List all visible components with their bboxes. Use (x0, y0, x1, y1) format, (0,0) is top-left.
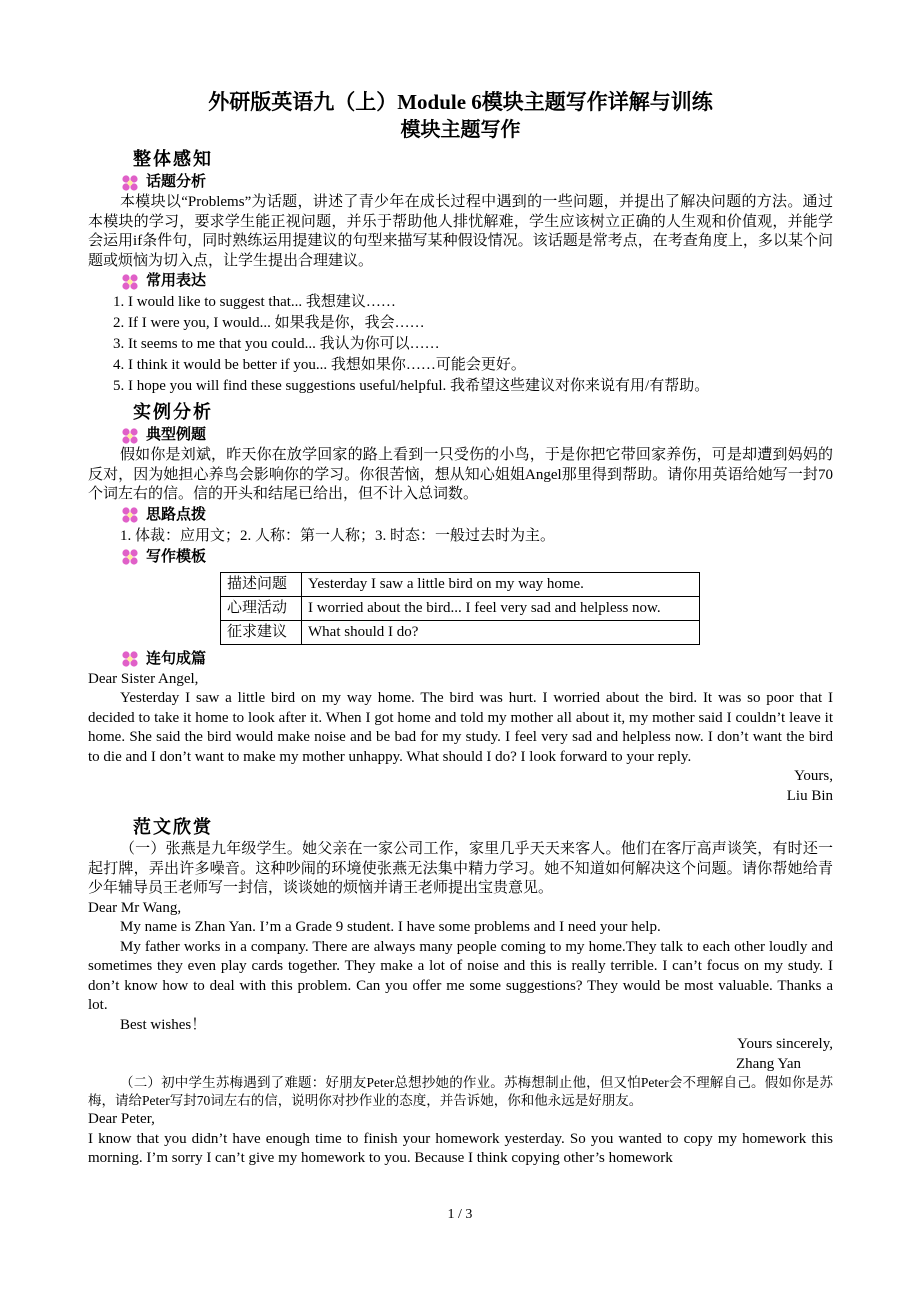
letter-body: Yesterday I saw a little bird on my way home. The bird was hurt. I worried about the bird. It was so poor that I decided to take it home to look after it. When I got home and told my mother all about it, my mother said I couldn’t leave it home. She said the bird would make noise and be bad for my study. I feel very sad and helpless now. I don’t want the bird to die and I don’t want to make my mother unhappy. What should I do? I look forward to your reply. (88, 690, 833, 765)
topic-heading (120, 172, 833, 193)
document-title: 外研版英语九（上）Module 6模块主题写作详解与训练 (208, 90, 713, 114)
letter-signature: Liu Bin (786, 787, 833, 804)
sample1-greeting: Dear Mr Wang, (88, 899, 182, 916)
sample1-paragraph: My name is Zhan Yan. I’m a Grade 9 student. I have some problems and I need your help. (120, 919, 661, 935)
table-value: What should I do? (302, 620, 700, 644)
section-overview-heading: 整体感知 (133, 149, 213, 169)
sample1-prompt: （一）张燕是九年级学生。她父亲在一家公司工作，家里几乎天天来客人。他们在客厅高声谈笑，有时还一起打牌，弄出许多噪音。这种吵闹的环境使张燕无法集中精力学习。她不知道如何解决这个问题。请你帮她给青少年辅导员王老师写一封信，谈谈她的烦恼并请王老师提出宝贵意见。 (88, 841, 833, 896)
flower-icon (120, 174, 140, 192)
table-key: 征求建议 (221, 620, 302, 644)
expression-item: 5. I hope you will find these suggestions useful/helpful. 我希望这些建议对你来说有用/有帮助。 (113, 378, 710, 394)
page-number: 1 / 3 (447, 1207, 473, 1222)
expression-item: 1. I would like to suggest that... 我想建议…… (113, 294, 396, 310)
hints-heading (120, 505, 833, 526)
expressions-heading-label: 常用表达 (146, 273, 207, 289)
sample2-greeting: Dear Peter, (88, 1111, 155, 1127)
composition-heading-label: 连句成篇 (146, 650, 207, 667)
document-page (88, 88, 833, 1169)
topic-heading-label: 话题分析 (146, 174, 207, 190)
letter-greeting: Dear Sister Angel, (88, 670, 199, 687)
expression-item: 3. It seems to me that you could... 我认为你可以…… (113, 336, 440, 352)
flower-icon (120, 650, 140, 668)
document-subtitle: 模块主题写作 (400, 119, 521, 141)
template-heading (120, 547, 833, 568)
hints-text: 1. 体裁：应用文；2. 人称：第一人称；3. 时态：一般过去时为主。 (120, 527, 556, 544)
hints-heading-label: 思路点拨 (146, 506, 207, 523)
template-heading-label: 写作模板 (146, 548, 207, 565)
flower-icon (120, 427, 140, 445)
expressions-heading (120, 271, 833, 292)
expression-item: 2. If I were you, I would... 如果我是你，我会…… (113, 315, 425, 331)
sample2-body: I know that you didn’t have enough time to finish your homework yesterday. So you wanted to copy my homework this morning. I’m sorry I can’t give my homework to you. Because I think copying other’s homework (88, 1130, 833, 1166)
expression-item: 4. I think it would be better if you... 我想如果你……可能会更好。 (113, 357, 526, 373)
example-heading (120, 425, 833, 446)
topic-text: 本模块以“Problems”为话题，讲述了青少年在成长过程中遇到的一些问题，并提出了解决问题的方法。通过本模块的学习，要求学生能正视问题，并乐于帮助他人排忧解难，学生应该树立正确的人生观和价值观，并能学会运用if条件句，同时熟练运用提建议的句型来描写某种假设情况。该话题是常考点，在考查角度上，多以某个问题或烦恼为切入点，让学生提出合理建议。 (88, 194, 833, 269)
composition-heading (120, 649, 833, 670)
table-key: 心理活动 (221, 596, 302, 620)
table-key: 描述问题 (221, 572, 302, 596)
flower-icon (120, 506, 140, 524)
table-row (221, 572, 700, 596)
example-heading-label: 典型例题 (146, 427, 207, 443)
table-row (221, 620, 700, 644)
sample2-prompt: （二）初中学生苏梅遇到了难题：好朋友Peter总想抄她的作业。苏梅想制止他，但又怕Peter会不理解自己。假如你是苏梅，请给Peter写封70词左右的信，说明你对抄作业的态度，并告诉她，你和他永远是好朋友。 (88, 1075, 833, 1108)
flower-icon (120, 548, 140, 566)
table-value: I worried about the bird... I feel very sad and helpless now. (302, 596, 700, 620)
sample1-signature: Zhang Yan (735, 1055, 801, 1072)
letter-closing: Yours, (794, 768, 833, 784)
section-appreciation-heading: 范文欣赏 (133, 817, 213, 837)
table-row (221, 596, 700, 620)
template-table (220, 572, 700, 645)
table-value: Yesterday I saw a little bird on my way home. (302, 572, 700, 596)
sample1-closing: Yours sincerely, (737, 1036, 833, 1052)
flower-icon (120, 273, 140, 291)
sample1-wishes: Best wishes！ (120, 1016, 207, 1033)
example-text: 假如你是刘斌，昨天你在放学回家的路上看到一只受伤的小鸟，于是你把它带回家养伤，可是却遭到妈妈的反对，因为她担心养鸟会影响你的学习。你很苦恼，想从知心姐姐Angel那里得到帮助。请你用英语给她写一封70个词左右的信。信的开头和结尾已给出，但不计入总词数。 (88, 447, 833, 502)
sample1-paragraph: My father works in a company. There are always many people coming to my home.They talk to each other loudly and sometimes they even play cards together. They make a lot of noise and this is really terrible. I can’t focus on my study. I don’t know how to deal with this problem. Can you offer me some suggestions? They would be most valuable. Thanks a lot. (88, 938, 833, 1013)
section-examples-heading: 实例分析 (133, 402, 213, 422)
